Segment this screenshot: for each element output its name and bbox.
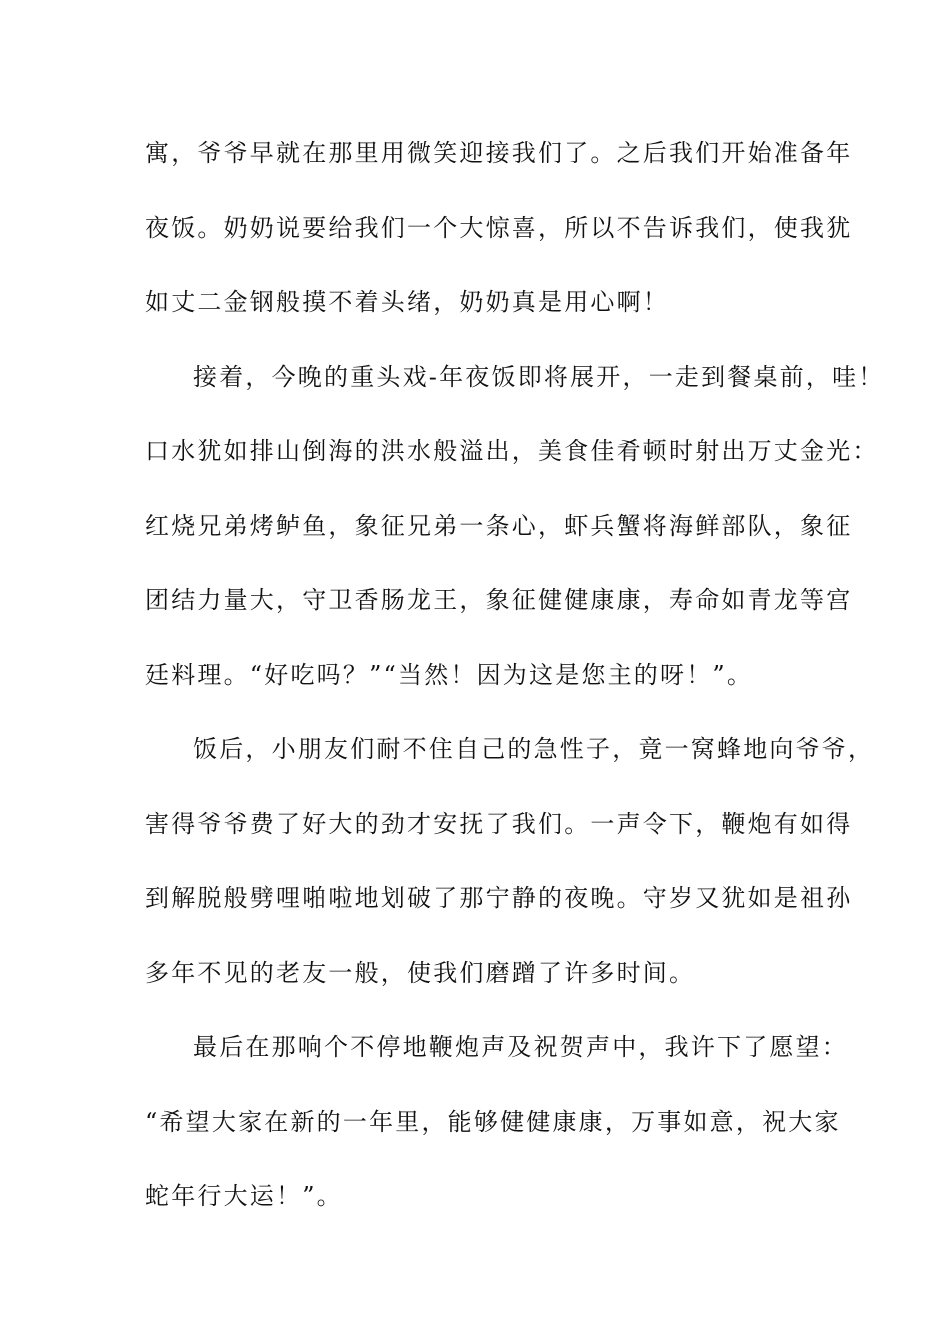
text-line: 口水犹如排山倒海的洪水般溢出，美食佳肴顿时射出万丈金光： [145, 437, 879, 465]
text-line: 如丈二金钢般摸不着头绪，奶奶真是用心啊！ [145, 288, 669, 316]
text-line: “希望大家在新的一年里，能够健健康康，万事如意，祝大家 [145, 1107, 841, 1136]
document-body [145, 116, 885, 1234]
text-line: 团结力量大，守卫香肠龙王，象征健健康康，寿命如青龙等宫 [145, 586, 853, 614]
text-line: 廷料理。“好吃吗？”“当然！因为这是您主的呀！”。 [145, 660, 754, 689]
text-line: 红烧兄弟烤鲈鱼，象征兄弟一条心，虾兵蟹将海鲜部队，象征 [145, 511, 853, 540]
text-line: 多年不见的老友一般，使我们磨蹭了许多时间。 [145, 958, 696, 987]
text-line: 夜饭。奶奶说要给我们一个大惊喜，所以不告诉我们，使我犹 [145, 213, 853, 242]
paragraph-first-line: 接着，今晚的重头戏-年夜饭即将展开，一走到餐桌前，哇！ [193, 362, 885, 391]
text-line: 寓，爷爷早就在那里用微笑迎接我们了。之后我们开始准备年 [145, 139, 853, 167]
text-line: 蛇年行大运！”。 [145, 1182, 343, 1210]
paragraph-first-line: 饭后，小朋友们耐不住自己的急性子，竟一窝蜂地向爷爷， [193, 735, 875, 763]
text-line: 到解脱般劈哩啪啦地划破了那宁静的夜晚。守岁又犹如是祖孙 [145, 884, 853, 912]
paragraph-first-line: 最后在那响个不停地鞭炮声及祝贺声中，我许下了愿望： [193, 1033, 848, 1061]
text-line: 害得爷爷费了好大的劲才安抚了我们。一声令下，鞭炮有如得 [145, 809, 853, 838]
